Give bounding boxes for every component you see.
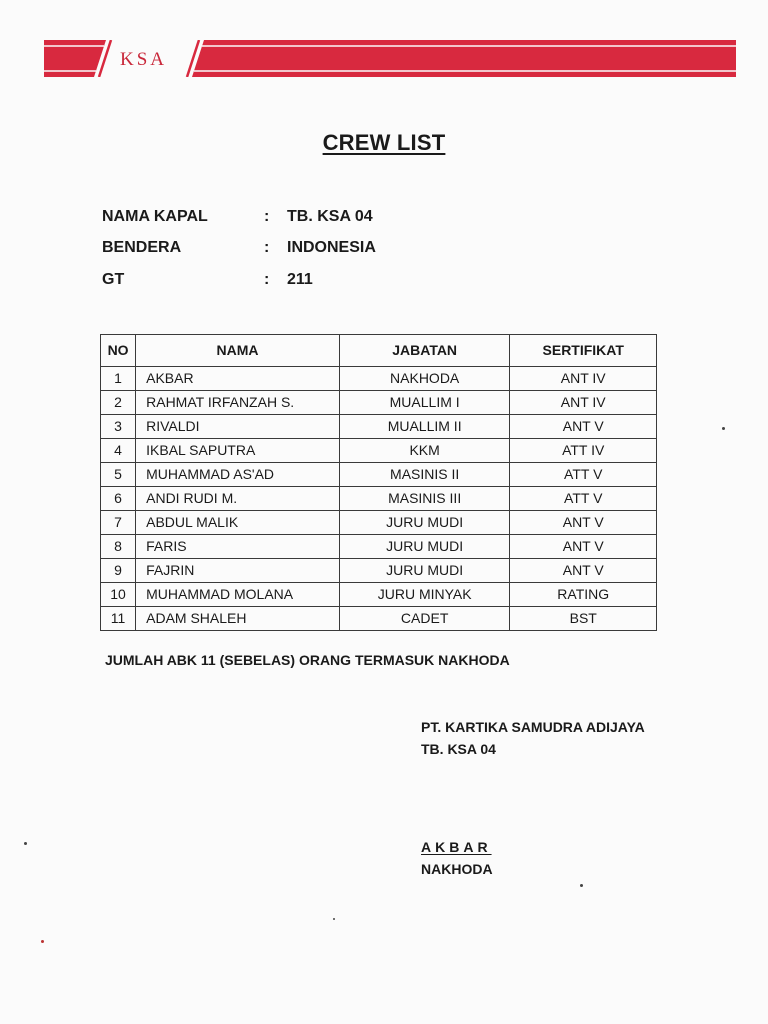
info-value: TB. KSA 04	[287, 208, 373, 225]
page-title: CREW LIST	[322, 130, 446, 155]
cell-jabatan: JURU MUDI	[339, 511, 510, 535]
cell-no: 2	[101, 391, 136, 415]
cell-nama: ABDUL MALIK	[136, 511, 340, 535]
header-sertifikat: SERTIFIKAT	[510, 335, 657, 367]
cell-no: 5	[101, 463, 136, 487]
cell-nama: MUHAMMAD MOLANA	[136, 583, 340, 607]
scan-speck	[333, 918, 335, 920]
cell-jabatan: JURU MUDI	[339, 559, 510, 583]
cell-jabatan: MASINIS III	[339, 487, 510, 511]
scan-speck	[722, 427, 725, 430]
info-label: NAMA KAPAL	[102, 208, 208, 225]
cell-sertifikat: ATT V	[510, 463, 657, 487]
scan-speck	[41, 940, 44, 943]
cell-no: 10	[101, 583, 136, 607]
cell-jabatan: MUALLIM II	[339, 415, 510, 439]
info-colon: :	[264, 271, 270, 288]
header-nama: NAMA	[136, 335, 340, 367]
cell-jabatan: NAKHODA	[339, 367, 510, 391]
info-label: BENDERA	[102, 239, 182, 256]
info-colon: :	[264, 208, 270, 225]
company-block	[421, 716, 645, 760]
cell-sertifikat: ANT V	[510, 535, 657, 559]
cell-nama: FAJRIN	[136, 559, 340, 583]
scan-speck	[24, 842, 27, 845]
table-row	[101, 439, 657, 463]
crew-summary: JUMLAH ABK 11 (SEBELAS) ORANG TERMASUK NAKHODA	[105, 652, 510, 668]
table-row	[101, 535, 657, 559]
company-vessel: TB. KSA 04	[421, 741, 496, 757]
cell-no: 3	[101, 415, 136, 439]
info-label: GT	[102, 271, 125, 288]
cell-sertifikat: ANT V	[510, 559, 657, 583]
info-value: 211	[287, 271, 313, 288]
cell-nama: ANDI RUDI M.	[136, 487, 340, 511]
crew-table	[100, 334, 657, 631]
cell-nama: RAHMAT IRFANZAH S.	[136, 391, 340, 415]
ksa-logo: KSA	[120, 49, 168, 70]
signatory-title: NAKHODA	[421, 861, 493, 877]
info-colon: :	[264, 239, 270, 256]
signatory-name: AKBAR	[421, 839, 492, 855]
cell-no: 4	[101, 439, 136, 463]
cell-jabatan: MASINIS II	[339, 463, 510, 487]
table-row	[101, 415, 657, 439]
table-row	[101, 583, 657, 607]
table-row	[101, 391, 657, 415]
cell-no: 9	[101, 559, 136, 583]
cell-nama: FARIS	[136, 535, 340, 559]
cell-no: 1	[101, 367, 136, 391]
table-row	[101, 367, 657, 391]
table-row	[101, 463, 657, 487]
cell-nama: IKBAL SAPUTRA	[136, 439, 340, 463]
cell-nama: RIVALDI	[136, 415, 340, 439]
cell-sertifikat: ANT IV	[510, 367, 657, 391]
company-name: PT. KARTIKA SAMUDRA ADIJAYA	[421, 719, 645, 735]
cell-jabatan: JURU MUDI	[339, 535, 510, 559]
header-jabatan: JABATAN	[339, 335, 510, 367]
signature-block	[421, 836, 493, 880]
info-value: INDONESIA	[287, 239, 376, 256]
cell-sertifikat: ATT V	[510, 487, 657, 511]
cell-nama: MUHAMMAD AS'AD	[136, 463, 340, 487]
cell-jabatan: MUALLIM I	[339, 391, 510, 415]
cell-no: 8	[101, 535, 136, 559]
cell-nama: ADAM SHALEH	[136, 607, 340, 631]
cell-nama: AKBAR	[136, 367, 340, 391]
cell-sertifikat: ANT V	[510, 511, 657, 535]
table-row	[101, 559, 657, 583]
cell-no: 11	[101, 607, 136, 631]
cell-sertifikat: RATING	[510, 583, 657, 607]
cell-sertifikat: ATT IV	[510, 439, 657, 463]
cell-sertifikat: ANT IV	[510, 391, 657, 415]
cell-sertifikat: ANT V	[510, 415, 657, 439]
cell-no: 6	[101, 487, 136, 511]
scan-speck	[580, 884, 583, 887]
cell-no: 7	[101, 511, 136, 535]
cell-jabatan: CADET	[339, 607, 510, 631]
cell-jabatan: JURU MINYAK	[339, 583, 510, 607]
table-row	[101, 607, 657, 631]
header-no: NO	[101, 335, 136, 367]
cell-jabatan: KKM	[339, 439, 510, 463]
table-header-row	[101, 335, 657, 367]
table-row	[101, 487, 657, 511]
table-row	[101, 511, 657, 535]
cell-sertifikat: BST	[510, 607, 657, 631]
